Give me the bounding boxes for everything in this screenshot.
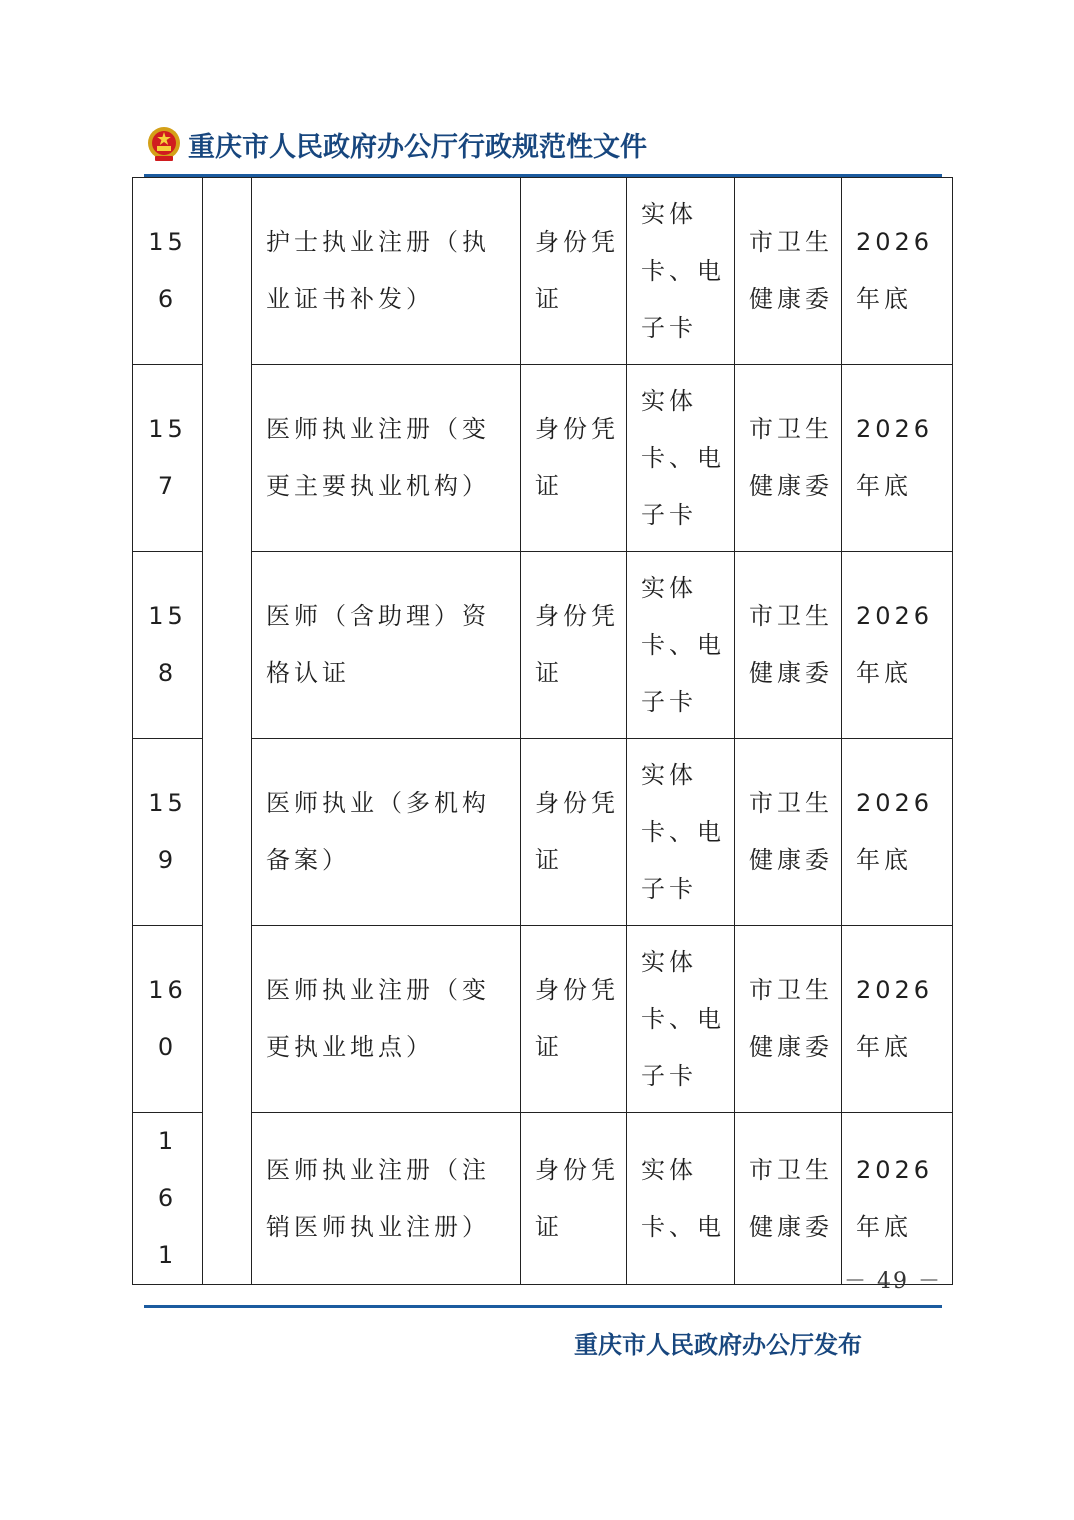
table-row <box>133 926 953 1113</box>
row-number: 157 <box>133 365 203 552</box>
department: 市卫生健康委 <box>735 552 842 739</box>
header-title: 重庆市人民政府办公厅行政规范性文件 <box>188 131 647 163</box>
card-type: 实体卡、电子卡 <box>627 739 735 926</box>
table-row <box>133 739 953 926</box>
item-table <box>132 177 953 1285</box>
department: 市卫生健康委 <box>735 926 842 1113</box>
card-type: 实体卡、电子卡 <box>627 178 735 365</box>
item-name: 医师（含助理）资格认证 <box>252 552 521 739</box>
row-number: 161 <box>133 1113 203 1285</box>
page-number: － 49 － <box>844 1269 942 1294</box>
credential-type: 身份凭证 <box>521 178 627 365</box>
deadline: 2026 年底 <box>842 926 953 1113</box>
table-row <box>133 1113 953 1285</box>
credential-type: 身份凭证 <box>521 552 627 739</box>
row-number: 158 <box>133 552 203 739</box>
credential-type: 身份凭证 <box>521 365 627 552</box>
table-row <box>133 365 953 552</box>
card-type: 实体卡、电 <box>627 1113 735 1285</box>
deadline: 2026 年底 <box>842 178 953 365</box>
item-name: 医师执业（多机构备案） <box>252 739 521 926</box>
department: 市卫生健康委 <box>735 1113 842 1285</box>
deadline: 2026 年底 <box>842 739 953 926</box>
department: 市卫生健康委 <box>735 739 842 926</box>
item-name: 医师执业注册（变更执业地点） <box>252 926 521 1113</box>
card-type: 实体卡、电子卡 <box>627 552 735 739</box>
row-number: 156 <box>133 178 203 365</box>
department: 市卫生健康委 <box>735 365 842 552</box>
document-header <box>146 122 647 166</box>
national-emblem-icon <box>146 125 182 163</box>
item-name: 医师执业注册（注销医师执业注册） <box>252 1113 521 1285</box>
deadline: 2026 年底 <box>842 552 953 739</box>
department: 市卫生健康委 <box>735 178 842 365</box>
deadline: 2026 年底 <box>842 365 953 552</box>
card-type: 实体卡、电子卡 <box>627 365 735 552</box>
deadline: 2026 年底 <box>842 1113 953 1285</box>
credential-type: 身份凭证 <box>521 1113 627 1285</box>
table-row <box>133 178 953 365</box>
card-type: 实体卡、电子卡 <box>627 926 735 1113</box>
item-name: 护士执业注册（执业证书补发） <box>252 178 521 365</box>
footer-publisher: 重庆市人民政府办公厅发布 <box>574 1331 862 1359</box>
footer-divider <box>144 1305 942 1308</box>
row-number: 159 <box>133 739 203 926</box>
credential-type: 身份凭证 <box>521 739 627 926</box>
item-name: 医师执业注册（变更主要执业机构） <box>252 365 521 552</box>
row-number: 160 <box>133 926 203 1113</box>
table-row <box>133 552 953 739</box>
credential-type: 身份凭证 <box>521 926 627 1113</box>
category-cell <box>203 178 252 1285</box>
